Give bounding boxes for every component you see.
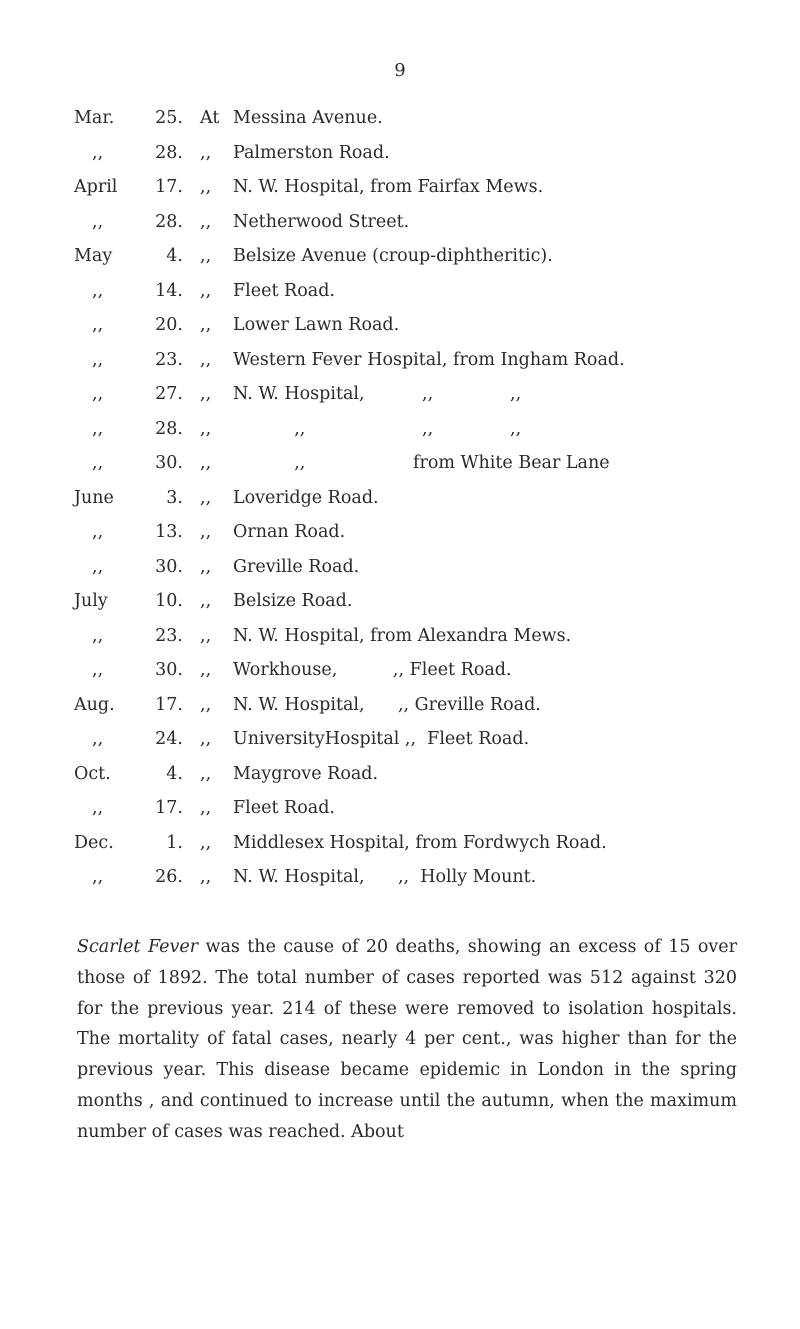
entry-prefix: ,, <box>200 211 212 232</box>
entry-location: Maygrove Road. <box>233 763 379 784</box>
entry-location: ,, <box>233 453 306 473</box>
entry-prefix: ,, <box>200 591 212 611</box>
entry-day: 26. <box>155 867 183 887</box>
entry-prefix: ,, <box>200 798 212 818</box>
entry-prefix: ,, <box>200 384 212 404</box>
entry-location: Ornan Road. <box>233 522 346 542</box>
list-item <box>0 760 800 795</box>
entry-month: Aug. <box>74 694 115 715</box>
list-item <box>0 553 800 588</box>
entry-day: 23. <box>155 349 183 370</box>
list-item <box>0 104 800 139</box>
entry-prefix: ,, <box>200 867 212 887</box>
ditto-mark: ,, <box>510 384 522 404</box>
paragraph-lead: Scarlet Fever <box>77 937 199 957</box>
list-item <box>0 587 800 622</box>
entry-month: ,, <box>92 729 104 749</box>
entry-day: 17. <box>155 694 183 715</box>
entry-month: ,, <box>92 625 104 646</box>
entry-location: Greville Road. <box>233 556 360 577</box>
paragraph-body: was the cause of 20 deaths, showing an excess of 15 over those of 1892. The total number of cases reported was 512 against 320 for the previous year. 214 of these were removed to isolation hospitals. The mortality of fatal cases, nearly 4 per cent., was higher than for the previous year. This disease became epidemic in London in the spring months , and continued to increase until the autumn, when the maximum number of cases was reached. About <box>77 937 737 1142</box>
entry-month: ,, <box>92 798 104 818</box>
entry-day: 23. <box>155 625 183 646</box>
entry-month: Mar. <box>74 108 115 128</box>
entry-month: ,, <box>92 556 104 577</box>
entry-month: May <box>74 246 113 266</box>
entry-month: ,, <box>92 660 104 680</box>
entry-day: 28. <box>155 142 183 163</box>
entry-month: ,, <box>92 867 104 887</box>
entry-prefix: ,, <box>200 280 212 301</box>
ditto-mark: ,, <box>510 418 522 439</box>
list-item <box>0 139 800 174</box>
entry-prefix: ,, <box>200 625 212 646</box>
list-item <box>0 863 800 898</box>
entry-month: ,, <box>92 142 104 163</box>
entry-prefix: ,, <box>200 453 212 473</box>
list-item <box>0 242 800 277</box>
entry-location: Fleet Road. <box>233 280 335 301</box>
ditto-mark: ,, <box>422 418 434 439</box>
entry-location: N. W. Hospital, <box>233 384 365 404</box>
entry-day: 30. <box>155 453 183 473</box>
entry-location: N. W. Hospital, from Alexandra Mews. <box>233 625 572 646</box>
entry-location: ,, <box>233 418 306 439</box>
list-item <box>0 449 800 484</box>
entry-day: 27. <box>155 384 183 404</box>
entry-day: 10. <box>155 591 183 611</box>
entry-prefix: ,, <box>200 522 212 542</box>
entry-day: 1. <box>166 832 183 853</box>
entry-day: 24. <box>155 729 183 749</box>
entry-day: 4. <box>166 763 183 784</box>
list-item <box>0 380 800 415</box>
entry-day: 17. <box>155 177 183 197</box>
case-list <box>0 104 800 898</box>
entry-location: Western Fever Hospital, from Ingham Road. <box>233 349 625 370</box>
entry-month: ,, <box>92 384 104 404</box>
entry-prefix: ,, <box>200 487 212 508</box>
entry-day: 30. <box>155 660 183 680</box>
entry-day: 20. <box>155 315 183 335</box>
entry-location: Palmerston Road. <box>233 142 390 163</box>
list-item <box>0 794 800 829</box>
entry-month: Oct. <box>74 763 111 784</box>
entry-prefix: ,, <box>200 660 212 680</box>
entry-prefix: ,, <box>200 349 212 370</box>
entry-prefix: ,, <box>200 832 212 853</box>
entry-source: from White Bear Lane <box>413 453 610 473</box>
entry-prefix: ,, <box>200 418 212 439</box>
list-item <box>0 277 800 312</box>
entry-prefix: ,, <box>200 142 212 163</box>
entry-prefix: ,, <box>200 763 212 784</box>
entry-location: Lower Lawn Road. <box>233 315 400 335</box>
entry-location: Workhouse, ,, Fleet Road. <box>233 660 512 680</box>
list-item <box>0 484 800 519</box>
entry-day: 25. <box>155 108 183 128</box>
list-item <box>0 829 800 864</box>
list-item <box>0 311 800 346</box>
list-item <box>0 691 800 726</box>
list-item <box>0 173 800 208</box>
entry-prefix: ,, <box>200 729 212 749</box>
list-item <box>0 415 800 450</box>
list-item <box>0 518 800 553</box>
entry-prefix: ,, <box>200 177 212 197</box>
entry-location: Fleet Road. <box>233 798 335 818</box>
ditto-mark: ,, <box>422 384 434 404</box>
entry-location: N. W. Hospital, from Fairfax Mews. <box>233 177 544 197</box>
list-item <box>0 346 800 381</box>
entry-location: Messina Avenue. <box>233 108 383 128</box>
entry-location: N. W. Hospital, ,, Greville Road. <box>233 694 541 715</box>
entry-location: UniversityHospital ,, Fleet Road. <box>233 729 530 749</box>
entry-month: ,, <box>92 280 104 301</box>
list-item <box>0 622 800 657</box>
list-item <box>0 725 800 760</box>
body-paragraph <box>77 932 737 1148</box>
entry-day: 14. <box>155 280 183 301</box>
entry-month: ,, <box>92 453 104 473</box>
entry-month: ,, <box>92 349 104 370</box>
entry-month: ,, <box>92 418 104 439</box>
entry-day: 30. <box>155 556 183 577</box>
entry-prefix: ,, <box>200 556 212 577</box>
entry-location: N. W. Hospital, ,, Holly Mount. <box>233 867 537 887</box>
entry-prefix: ,, <box>200 315 212 335</box>
entry-prefix: At <box>200 108 220 128</box>
entry-prefix: ,, <box>200 246 212 266</box>
entry-prefix: ,, <box>200 694 212 715</box>
page-number: 9 <box>394 60 406 81</box>
entry-month: April <box>74 177 118 197</box>
entry-location: Netherwood Street. <box>233 211 410 232</box>
entry-day: 28. <box>155 211 183 232</box>
entry-month: Dec. <box>74 832 114 853</box>
entry-day: 3. <box>166 487 183 508</box>
entry-day: 4. <box>166 246 183 266</box>
entry-location: Belsize Road. <box>233 591 353 611</box>
entry-location: Middlesex Hospital, from Fordwych Road. <box>233 832 607 853</box>
entry-day: 28. <box>155 418 183 439</box>
entry-month: June <box>74 487 114 508</box>
entry-month: ,, <box>92 211 104 232</box>
entry-month: ,, <box>92 315 104 335</box>
list-item <box>0 656 800 691</box>
entry-month: ,, <box>92 522 104 542</box>
entry-day: 17. <box>155 798 183 818</box>
list-item <box>0 208 800 243</box>
entry-location: Loveridge Road. <box>233 487 379 508</box>
entry-location: Belsize Avenue (croup-diphtheritic). <box>233 246 553 266</box>
entry-month: July <box>74 591 108 611</box>
entry-day: 13. <box>155 522 183 542</box>
